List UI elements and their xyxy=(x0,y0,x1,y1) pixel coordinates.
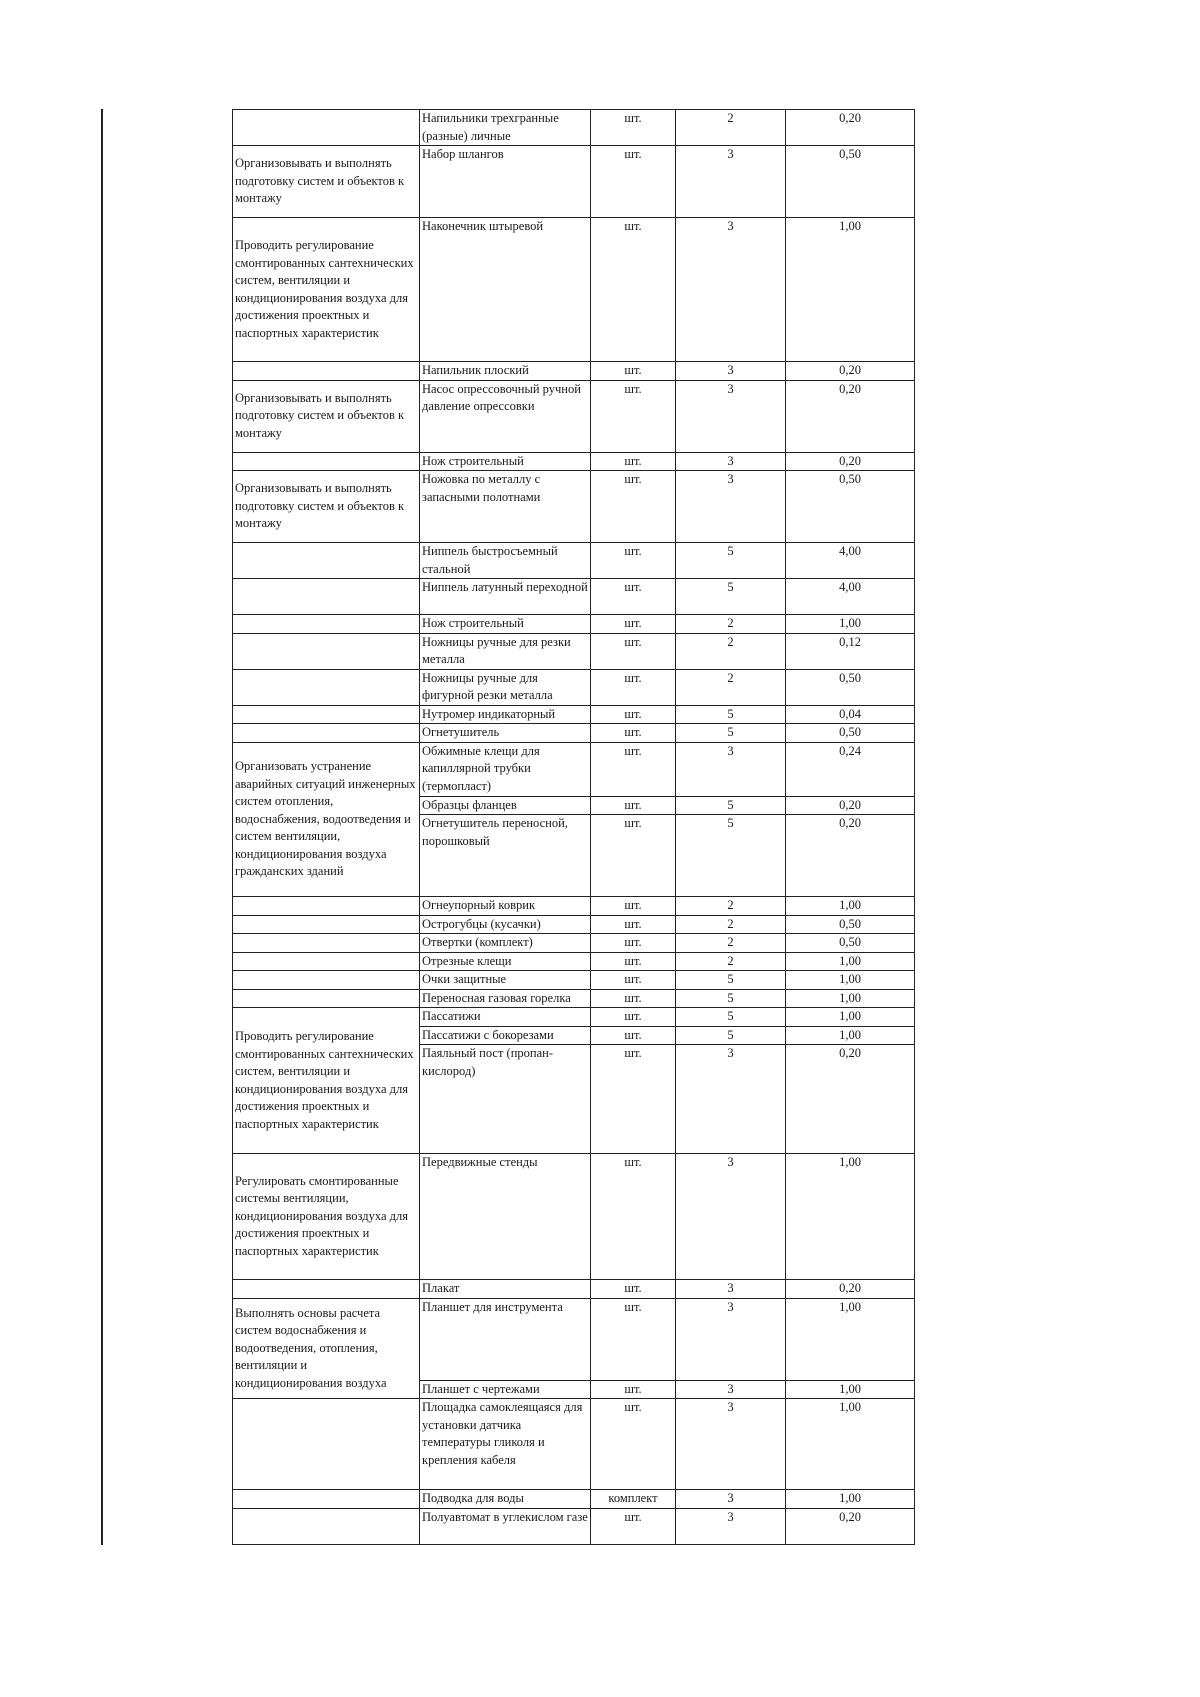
competency-cell: Организовывать и выполнять подготовку систем и объектов к монтажу xyxy=(233,146,420,218)
competency-cell xyxy=(233,915,420,934)
quantity-cell: 3 xyxy=(676,742,786,796)
item-name-cell: Нутромер индикаторный xyxy=(420,705,591,724)
value-cell: 0,20 xyxy=(786,110,915,146)
unit-cell: шт. xyxy=(591,218,676,362)
unit-cell: шт. xyxy=(591,724,676,743)
table-row xyxy=(233,724,915,743)
unit-cell: шт. xyxy=(591,615,676,634)
item-name-cell: Нож строительный xyxy=(420,615,591,634)
value-cell: 1,00 xyxy=(786,218,915,362)
quantity-cell: 5 xyxy=(676,724,786,743)
value-cell: 0,20 xyxy=(786,815,915,897)
competency-cell xyxy=(233,989,420,1008)
competency-cell xyxy=(233,724,420,743)
competency-cell: Регулировать смонтированные системы вентиляции, кондиционирования воздуха для достижения проектных и паспортных характеристик xyxy=(233,1154,420,1280)
competency-cell xyxy=(233,543,420,579)
competency-cell xyxy=(233,1490,420,1509)
table-row xyxy=(233,1280,915,1299)
unit-cell: шт. xyxy=(591,1298,676,1380)
quantity-cell: 3 xyxy=(676,452,786,471)
table-row xyxy=(233,1298,915,1380)
table-row xyxy=(233,471,915,543)
competency-cell xyxy=(233,362,420,381)
quantity-cell: 2 xyxy=(676,952,786,971)
unit-cell: шт. xyxy=(591,1508,676,1544)
table-row xyxy=(233,452,915,471)
item-name-cell: Пассатижи xyxy=(420,1008,591,1027)
item-name-cell: Планшет с чертежами xyxy=(420,1380,591,1399)
quantity-cell: 2 xyxy=(676,615,786,634)
value-cell: 0,04 xyxy=(786,705,915,724)
item-name-cell: Огнеупорный коврик xyxy=(420,897,591,916)
unit-cell: шт. xyxy=(591,146,676,218)
unit-cell: шт. xyxy=(591,705,676,724)
unit-cell: шт. xyxy=(591,934,676,953)
value-cell: 1,00 xyxy=(786,1026,915,1045)
margin-line xyxy=(101,109,103,1545)
unit-cell: шт. xyxy=(591,1045,676,1154)
unit-cell: шт. xyxy=(591,1280,676,1299)
competency-cell xyxy=(233,579,420,615)
table-row xyxy=(233,952,915,971)
table-row xyxy=(233,669,915,705)
competency-cell xyxy=(233,897,420,916)
item-name-cell: Насос опрессовочный ручной давление опрессовки xyxy=(420,380,591,452)
table-row xyxy=(233,362,915,381)
unit-cell: шт. xyxy=(591,669,676,705)
value-cell: 1,00 xyxy=(786,971,915,990)
unit-cell: шт. xyxy=(591,452,676,471)
value-cell: 1,00 xyxy=(786,1298,915,1380)
table-row xyxy=(233,218,915,362)
quantity-cell: 3 xyxy=(676,362,786,381)
competency-cell: Проводить регулирование смонтированных сантехнических систем, вентиляции и кондиционирования воздуха для достижения проектных и паспортных характеристик xyxy=(233,218,420,362)
equipment-table xyxy=(232,109,915,1545)
quantity-cell: 3 xyxy=(676,380,786,452)
item-name-cell: Обжимные клещи для капиллярной трубки (термопласт) xyxy=(420,742,591,796)
value-cell: 0,20 xyxy=(786,452,915,471)
unit-cell: шт. xyxy=(591,971,676,990)
item-name-cell: Набор шлангов xyxy=(420,146,591,218)
competency-cell xyxy=(233,1508,420,1544)
unit-cell: шт. xyxy=(591,543,676,579)
table-row xyxy=(233,579,915,615)
unit-cell: шт. xyxy=(591,897,676,916)
competency-cell: Выполнять основы расчета систем водоснабжения и водоотведения, отопления, вентиляции и кондиционирования воздуха xyxy=(233,1298,420,1399)
competency-cell xyxy=(233,452,420,471)
equipment-table-body xyxy=(233,110,915,1545)
value-cell: 1,00 xyxy=(786,1490,915,1509)
quantity-cell: 2 xyxy=(676,897,786,916)
competency-cell xyxy=(233,971,420,990)
item-name-cell: Ниппель быстросъемный стальной xyxy=(420,543,591,579)
competency-cell xyxy=(233,934,420,953)
item-name-cell: Плакат xyxy=(420,1280,591,1299)
unit-cell: шт. xyxy=(591,110,676,146)
item-name-cell: Очки защитные xyxy=(420,971,591,990)
competency-cell xyxy=(233,669,420,705)
table-row xyxy=(233,1508,915,1544)
value-cell: 0,50 xyxy=(786,724,915,743)
table-row xyxy=(233,915,915,934)
value-cell: 0,50 xyxy=(786,146,915,218)
item-name-cell: Нож строительный xyxy=(420,452,591,471)
unit-cell: шт. xyxy=(591,915,676,934)
item-name-cell: Острогубцы (кусачки) xyxy=(420,915,591,934)
quantity-cell: 2 xyxy=(676,669,786,705)
item-name-cell: Площадка самоклеящаяся для установки датчика температуры гликоля и крепления кабеля xyxy=(420,1399,591,1490)
unit-cell: шт. xyxy=(591,796,676,815)
table-row xyxy=(233,971,915,990)
table-row xyxy=(233,380,915,452)
quantity-cell: 2 xyxy=(676,110,786,146)
unit-cell: шт. xyxy=(591,1399,676,1490)
quantity-cell: 3 xyxy=(676,1380,786,1399)
item-name-cell: Передвижные стенды xyxy=(420,1154,591,1280)
table-row xyxy=(233,615,915,634)
value-cell: 0,20 xyxy=(786,796,915,815)
quantity-cell: 2 xyxy=(676,633,786,669)
item-name-cell: Образцы фланцев xyxy=(420,796,591,815)
item-name-cell: Ножницы ручные для фигурной резки металла xyxy=(420,669,591,705)
competency-cell: Организовать устранение аварийных ситуаций инженерных систем отопления, водоснабжения, водоотведения и систем вентиляции, кондиционирования воздуха гражданских зданий xyxy=(233,742,420,897)
item-name-cell: Напильники трехгранные (разные) личные xyxy=(420,110,591,146)
value-cell: 0,20 xyxy=(786,380,915,452)
unit-cell: шт. xyxy=(591,579,676,615)
competency-cell xyxy=(233,1399,420,1490)
value-cell: 1,00 xyxy=(786,1399,915,1490)
item-name-cell: Отрезные клещи xyxy=(420,952,591,971)
quantity-cell: 3 xyxy=(676,218,786,362)
item-name-cell: Полуавтомат в углекислом газе xyxy=(420,1508,591,1544)
unit-cell: шт. xyxy=(591,952,676,971)
quantity-cell: 5 xyxy=(676,579,786,615)
quantity-cell: 5 xyxy=(676,705,786,724)
table-row xyxy=(233,1154,915,1280)
item-name-cell: Наконечник штыревой xyxy=(420,218,591,362)
table-row xyxy=(233,934,915,953)
competency-cell: Проводить регулирование смонтированных сантехнических систем, вентиляции и кондиционирования воздуха для достижения проектных и паспортных характеристик xyxy=(233,1008,420,1154)
value-cell: 1,00 xyxy=(786,952,915,971)
item-name-cell: Ниппель латунный переходной xyxy=(420,579,591,615)
item-name-cell: Отвертки (комплект) xyxy=(420,934,591,953)
value-cell: 0,50 xyxy=(786,669,915,705)
quantity-cell: 2 xyxy=(676,915,786,934)
unit-cell: шт. xyxy=(591,742,676,796)
item-name-cell: Подводка для воды xyxy=(420,1490,591,1509)
item-name-cell: Напильник плоский xyxy=(420,362,591,381)
item-name-cell: Ножовка по металлу с запасными полотнами xyxy=(420,471,591,543)
table-row xyxy=(233,543,915,579)
quantity-cell: 5 xyxy=(676,1008,786,1027)
unit-cell: шт. xyxy=(591,633,676,669)
quantity-cell: 3 xyxy=(676,1490,786,1509)
quantity-cell: 3 xyxy=(676,1508,786,1544)
value-cell: 0,50 xyxy=(786,915,915,934)
quantity-cell: 5 xyxy=(676,815,786,897)
quantity-cell: 3 xyxy=(676,1280,786,1299)
item-name-cell: Огнетушитель xyxy=(420,724,591,743)
competency-cell xyxy=(233,952,420,971)
value-cell: 0,20 xyxy=(786,1508,915,1544)
value-cell: 0,50 xyxy=(786,934,915,953)
unit-cell: комплект xyxy=(591,1490,676,1509)
unit-cell: шт. xyxy=(591,815,676,897)
quantity-cell: 5 xyxy=(676,1026,786,1045)
competency-cell xyxy=(233,705,420,724)
item-name-cell: Пассатижи с бокорезами xyxy=(420,1026,591,1045)
competency-cell: Организовывать и выполнять подготовку систем и объектов к монтажу xyxy=(233,471,420,543)
value-cell: 1,00 xyxy=(786,897,915,916)
unit-cell: шт. xyxy=(591,1380,676,1399)
value-cell: 0,20 xyxy=(786,1280,915,1299)
table-row xyxy=(233,1490,915,1509)
value-cell: 1,00 xyxy=(786,615,915,634)
quantity-cell: 3 xyxy=(676,1154,786,1280)
quantity-cell: 2 xyxy=(676,934,786,953)
value-cell: 0,20 xyxy=(786,362,915,381)
value-cell: 4,00 xyxy=(786,579,915,615)
quantity-cell: 3 xyxy=(676,471,786,543)
value-cell: 1,00 xyxy=(786,989,915,1008)
unit-cell: шт. xyxy=(591,1026,676,1045)
unit-cell: шт. xyxy=(591,380,676,452)
unit-cell: шт. xyxy=(591,362,676,381)
competency-cell: Организовывать и выполнять подготовку систем и объектов к монтажу xyxy=(233,380,420,452)
table-row xyxy=(233,1008,915,1027)
table-row xyxy=(233,633,915,669)
table-row xyxy=(233,110,915,146)
item-name-cell: Паяльный пост (пропан-кислород) xyxy=(420,1045,591,1154)
unit-cell: шт. xyxy=(591,1008,676,1027)
quantity-cell: 5 xyxy=(676,796,786,815)
value-cell: 4,00 xyxy=(786,543,915,579)
quantity-cell: 3 xyxy=(676,1399,786,1490)
quantity-cell: 3 xyxy=(676,146,786,218)
table-row xyxy=(233,1399,915,1490)
quantity-cell: 3 xyxy=(676,1298,786,1380)
unit-cell: шт. xyxy=(591,989,676,1008)
table-row xyxy=(233,897,915,916)
competency-cell xyxy=(233,1280,420,1299)
item-name-cell: Огнетушитель переносной, порошковый xyxy=(420,815,591,897)
value-cell: 0,24 xyxy=(786,742,915,796)
item-name-cell: Ножницы ручные для резки металла xyxy=(420,633,591,669)
competency-cell xyxy=(233,615,420,634)
value-cell: 1,00 xyxy=(786,1380,915,1399)
table-row xyxy=(233,705,915,724)
quantity-cell: 5 xyxy=(676,971,786,990)
quantity-cell: 5 xyxy=(676,543,786,579)
unit-cell: шт. xyxy=(591,1154,676,1280)
value-cell: 0,20 xyxy=(786,1045,915,1154)
quantity-cell: 5 xyxy=(676,989,786,1008)
table-row xyxy=(233,742,915,796)
competency-cell xyxy=(233,110,420,146)
item-name-cell: Планшет для инструмента xyxy=(420,1298,591,1380)
competency-cell xyxy=(233,633,420,669)
value-cell: 1,00 xyxy=(786,1154,915,1280)
table-row xyxy=(233,146,915,218)
value-cell: 1,00 xyxy=(786,1008,915,1027)
table-row xyxy=(233,989,915,1008)
value-cell: 0,50 xyxy=(786,471,915,543)
quantity-cell: 3 xyxy=(676,1045,786,1154)
value-cell: 0,12 xyxy=(786,633,915,669)
item-name-cell: Переносная газовая горелка xyxy=(420,989,591,1008)
unit-cell: шт. xyxy=(591,471,676,543)
